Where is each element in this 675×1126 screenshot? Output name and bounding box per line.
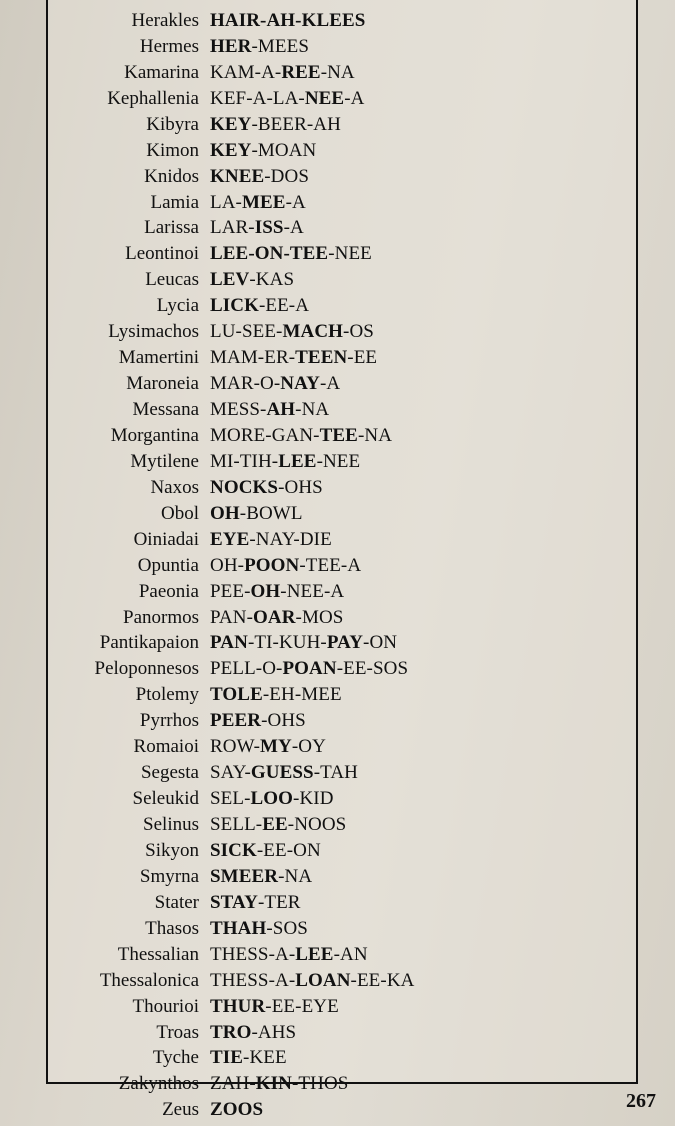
pronunciation (207, 217, 304, 239)
pronunciation (207, 140, 316, 162)
pronunciation-row (48, 994, 640, 1020)
syllable: LA- (210, 191, 242, 213)
stressed-syllable: HER (210, 35, 252, 57)
pronunciation-row (48, 786, 640, 812)
syllable: -TI-KUH- (247, 632, 327, 654)
pronunciation-row (48, 423, 640, 449)
stressed-syllable: THAH (210, 917, 267, 939)
pronunciation (207, 1073, 348, 1095)
place-name: Tyche (152, 1047, 199, 1069)
place-name: Knidos (144, 165, 199, 187)
stressed-syllable: KIN (255, 1073, 292, 1095)
stressed-syllable: EE (262, 814, 288, 836)
syllable: -TEE-A (299, 554, 362, 576)
syllable: -MOS (295, 606, 344, 628)
stressed-syllable: ZOOS (210, 1099, 264, 1121)
stressed-syllable: HAIR (210, 9, 261, 31)
pronunciation-row (48, 60, 640, 86)
place-name: Kamarina (124, 61, 199, 83)
syllable: -SOS (266, 917, 308, 939)
pronunciation (207, 684, 342, 706)
stressed-syllable: REE (281, 61, 321, 83)
syllable: -AHS (251, 1021, 297, 1043)
stressed-syllable: LOO (250, 788, 294, 810)
stressed-syllable: MACH (282, 321, 344, 343)
stressed-syllable: PAN (210, 632, 248, 654)
pronunciation (207, 736, 326, 758)
place-name: Panormos (123, 606, 199, 628)
pronunciation (207, 918, 308, 940)
pronunciation-row (48, 656, 640, 682)
syllable: THESS-A- (210, 943, 296, 965)
syllable: -DOS (264, 165, 309, 187)
stressed-syllable: LEE-ON-TEE (210, 243, 329, 265)
pronunciation-row (48, 112, 640, 138)
stressed-syllable: LEE (278, 450, 317, 472)
pronunciation (207, 607, 343, 629)
syllable: -NEE (316, 450, 361, 472)
pronunciation-row (48, 682, 640, 708)
syllable: -ON (363, 632, 398, 654)
place-name: Pantikapaion (99, 632, 199, 654)
stressed-syllable: NEE (304, 87, 345, 109)
place-name: Hermes (139, 35, 199, 57)
pronunciation-row (48, 190, 640, 216)
place-name: Thessalian (117, 943, 199, 965)
pronunciation (207, 1022, 296, 1044)
pronunciation (207, 321, 374, 343)
pronunciation (207, 477, 323, 499)
place-name: Thourioi (132, 995, 199, 1017)
pronunciation (207, 88, 364, 110)
pronunciation (207, 114, 341, 136)
syllable: MAR-O- (210, 373, 281, 395)
pronunciation-row (48, 838, 640, 864)
syllable: PELL-O- (210, 658, 283, 680)
syllable: -OHS (261, 710, 306, 732)
syllable: LU-SEE- (210, 321, 283, 343)
place-name: Kimon (146, 139, 199, 161)
syllable: -BOWL (239, 502, 303, 524)
stressed-syllable: THUR (210, 995, 266, 1017)
stressed-syllable: OH (210, 502, 240, 524)
pronunciation (207, 555, 361, 577)
pronunciation-row (48, 371, 640, 397)
place-name: Troas (156, 1021, 199, 1043)
pronunciation (207, 399, 329, 421)
place-name: Naxos (150, 476, 199, 498)
stressed-syllable: POAN (282, 658, 337, 680)
pronunciation (207, 451, 360, 473)
place-name: Leucas (145, 269, 199, 291)
stressed-syllable: OH (250, 580, 281, 602)
syllable: -KAS (249, 269, 295, 291)
place-name: Thessalonica (99, 969, 199, 991)
pronunciation (207, 581, 344, 603)
pronunciation (207, 710, 306, 732)
pronunciation (207, 632, 397, 654)
stressed-syllable: LOAN (295, 969, 351, 991)
pronunciation-row (48, 319, 640, 345)
pronunciation-row (48, 916, 640, 942)
syllable: SEL- (210, 788, 251, 810)
place-name: Seleukid (132, 788, 199, 810)
syllable: -A (283, 217, 304, 239)
pronunciation (207, 425, 392, 447)
syllable: -A (285, 191, 306, 213)
place-name: Oiniadai (133, 528, 199, 550)
pronunciation (207, 166, 309, 188)
pronunciation-row (48, 86, 640, 112)
stressed-syllable: MEE (241, 191, 286, 213)
pronunciation-row (48, 267, 640, 293)
stressed-syllable: TEEN (295, 347, 348, 369)
syllable: -OY (291, 736, 326, 758)
place-name: Zakynthos (118, 1073, 199, 1095)
pronunciation-row (48, 579, 640, 605)
pronunciation-row (48, 864, 640, 890)
syllable: MI-TIH- (210, 450, 279, 472)
syllable: -KEE (243, 1047, 287, 1069)
pronunciation (207, 944, 368, 966)
place-name: Maroneia (126, 373, 199, 395)
place-name: Morgantina (110, 424, 199, 446)
pronunciation-row (48, 164, 640, 190)
syllable: -NOOS (287, 814, 347, 836)
pronunciation-row (48, 1046, 640, 1072)
syllable: -NA (295, 399, 330, 421)
place-name: Herakles (131, 9, 199, 31)
pronunciation-row (48, 605, 640, 631)
pronunciation (207, 762, 358, 784)
stressed-syllable: MY (260, 736, 292, 758)
pronunciation (207, 373, 340, 395)
syllable: -EE-ON (256, 839, 321, 861)
syllable: -OHS (278, 476, 323, 498)
syllable: KAM-A- (210, 61, 282, 83)
pronunciation (207, 36, 309, 58)
stressed-syllable: LEE (295, 943, 334, 965)
syllable: -EE-EYE (265, 995, 339, 1017)
stressed-syllable: AH (266, 399, 296, 421)
syllable: OH- (210, 554, 245, 576)
syllable: -KID (293, 788, 334, 810)
stressed-syllable: STAY (210, 891, 258, 913)
stressed-syllable: NAY (280, 373, 320, 395)
syllable: PAN- (210, 606, 253, 628)
pronunciation-row (48, 553, 640, 579)
stressed-syllable: LICK (210, 295, 259, 317)
syllable: MAM-ER- (210, 347, 296, 369)
pronunciation-row (48, 968, 640, 994)
syllable: -EH-MEE (262, 684, 342, 706)
stressed-syllable: OAR (253, 606, 296, 628)
stressed-syllable: TRO (210, 1021, 252, 1043)
syllable: -OS (343, 321, 374, 343)
stressed-syllable: -AH-KLEES (260, 9, 366, 31)
place-name: Stater (154, 891, 199, 913)
stressed-syllable: KEY (210, 139, 252, 161)
pronunciation (207, 62, 355, 84)
syllable: -A (344, 87, 365, 109)
pronunciation (207, 892, 301, 914)
syllable: -A (320, 373, 341, 395)
stressed-syllable: SICK (210, 839, 257, 861)
pronunciation-row (48, 527, 640, 553)
syllable: THESS-A- (210, 969, 296, 991)
pronunciation (207, 269, 294, 291)
place-name: Kibyra (146, 113, 199, 135)
syllable: -EE (347, 347, 378, 369)
place-name: Selinus (143, 814, 199, 836)
syllable: -THOS (291, 1073, 349, 1095)
syllable: PEE- (210, 580, 251, 602)
pronunciation (207, 1047, 287, 1069)
syllable: -NA (320, 61, 355, 83)
place-name: Thasos (145, 917, 199, 939)
pronunciation (207, 243, 372, 265)
pronunciation (207, 866, 312, 888)
pronunciation (207, 192, 306, 214)
pronunciation-row (48, 449, 640, 475)
place-name: Ptolemy (135, 684, 199, 706)
pronunciation (207, 503, 303, 525)
stressed-syllable: TIE (210, 1047, 244, 1069)
pronunciation (207, 840, 321, 862)
pronunciation-row (48, 942, 640, 968)
syllable: -TAH (313, 762, 358, 784)
place-name: Smyrna (139, 865, 199, 887)
pronunciation-row (48, 890, 640, 916)
syllable: -MEES (251, 35, 309, 57)
pronunciation-row (48, 475, 640, 501)
place-name: Peloponnesos (94, 658, 199, 680)
syllable: -NA (278, 865, 313, 887)
syllable: -NEE (328, 243, 372, 265)
place-name: Zeus (162, 1099, 199, 1121)
syllable: -NAY-DIE (249, 528, 332, 550)
pronunciation-row (48, 501, 640, 527)
place-name: Romaioi (133, 736, 199, 758)
stressed-syllable: PAY (326, 632, 364, 654)
place-name: Obol (161, 502, 199, 524)
pronunciation (207, 658, 408, 680)
pronunciation (207, 347, 377, 369)
syllable: ZAH- (210, 1073, 256, 1095)
pronunciation-row (48, 760, 640, 786)
syllable: SELL- (210, 814, 263, 836)
syllable: -AN (333, 943, 368, 965)
stressed-syllable: NOCKS (210, 476, 279, 498)
place-name: Lycia (156, 295, 199, 317)
place-name: Mytilene (130, 450, 199, 472)
pronunciation-row (48, 345, 640, 371)
place-name: Kephallenia (107, 87, 199, 109)
pronunciation-row (48, 1071, 640, 1097)
pronunciation (207, 788, 334, 810)
stressed-syllable: EYE (210, 528, 250, 550)
stressed-syllable: TEE (319, 424, 358, 446)
syllable: -EE-KA (350, 969, 415, 991)
pronunciation (207, 814, 346, 836)
pronunciation (207, 10, 365, 32)
syllable: LAR- (210, 217, 255, 239)
place-name: Larissa (144, 217, 199, 239)
stressed-syllable: TOLE (210, 684, 263, 706)
pronunciation-row (48, 1097, 640, 1123)
pronunciation-row (48, 397, 640, 423)
stressed-syllable: SMEER (210, 865, 279, 887)
pronunciation-row (48, 708, 640, 734)
syllable: KEF-A-LA- (210, 87, 305, 109)
syllable: -EE-A (258, 295, 310, 317)
syllable: MORE-GAN- (210, 424, 320, 446)
pronunciation (207, 970, 414, 992)
page-number: 267 (626, 1090, 656, 1112)
pronunciation-row (48, 216, 640, 242)
pronunciation-table (46, 0, 638, 1121)
stressed-syllable: KEY (210, 113, 252, 135)
syllable: -NA (357, 424, 393, 446)
place-name: Sikyon (145, 839, 199, 861)
pronunciation-row (48, 631, 640, 657)
place-name: Paeonia (138, 580, 199, 602)
stressed-syllable: ISS (254, 217, 284, 239)
place-name: Messana (132, 399, 199, 421)
stressed-syllable: GUESS (250, 762, 314, 784)
syllable: MESS- (210, 399, 267, 421)
pronunciation (207, 295, 309, 317)
place-name: Lamia (150, 191, 199, 213)
pronunciation-row (48, 734, 640, 760)
pronunciation-row (48, 138, 640, 164)
pronunciation-row (48, 1020, 640, 1046)
pronunciation (207, 529, 332, 551)
place-name: Pyrrhos (139, 710, 199, 732)
syllable: SAY- (210, 762, 251, 784)
syllable: -BEER-AH (251, 113, 341, 135)
stressed-syllable: LEV (210, 269, 250, 291)
pronunciation-row (48, 34, 640, 60)
pronunciation-list (48, 8, 640, 1123)
stressed-syllable: KNEE (210, 165, 265, 187)
syllable: -MOAN (251, 139, 317, 161)
place-name: Segesta (140, 762, 199, 784)
stressed-syllable: PEER (210, 710, 262, 732)
syllable: ROW- (210, 736, 261, 758)
pronunciation (207, 996, 339, 1018)
place-name: Opuntia (137, 554, 199, 576)
place-name: Leontinoi (125, 243, 199, 265)
syllable: -NEE-A (280, 580, 345, 602)
place-name: Lysimachos (108, 321, 199, 343)
syllable: -TER (257, 891, 301, 913)
pronunciation (207, 1099, 263, 1121)
pronunciation-row (48, 293, 640, 319)
stressed-syllable: POON (244, 554, 300, 576)
pronunciation-row (48, 8, 640, 34)
syllable: -EE-SOS (336, 658, 409, 680)
pronunciation-row (48, 241, 640, 267)
place-name: Mamertini (118, 347, 199, 369)
pronunciation-row (48, 812, 640, 838)
